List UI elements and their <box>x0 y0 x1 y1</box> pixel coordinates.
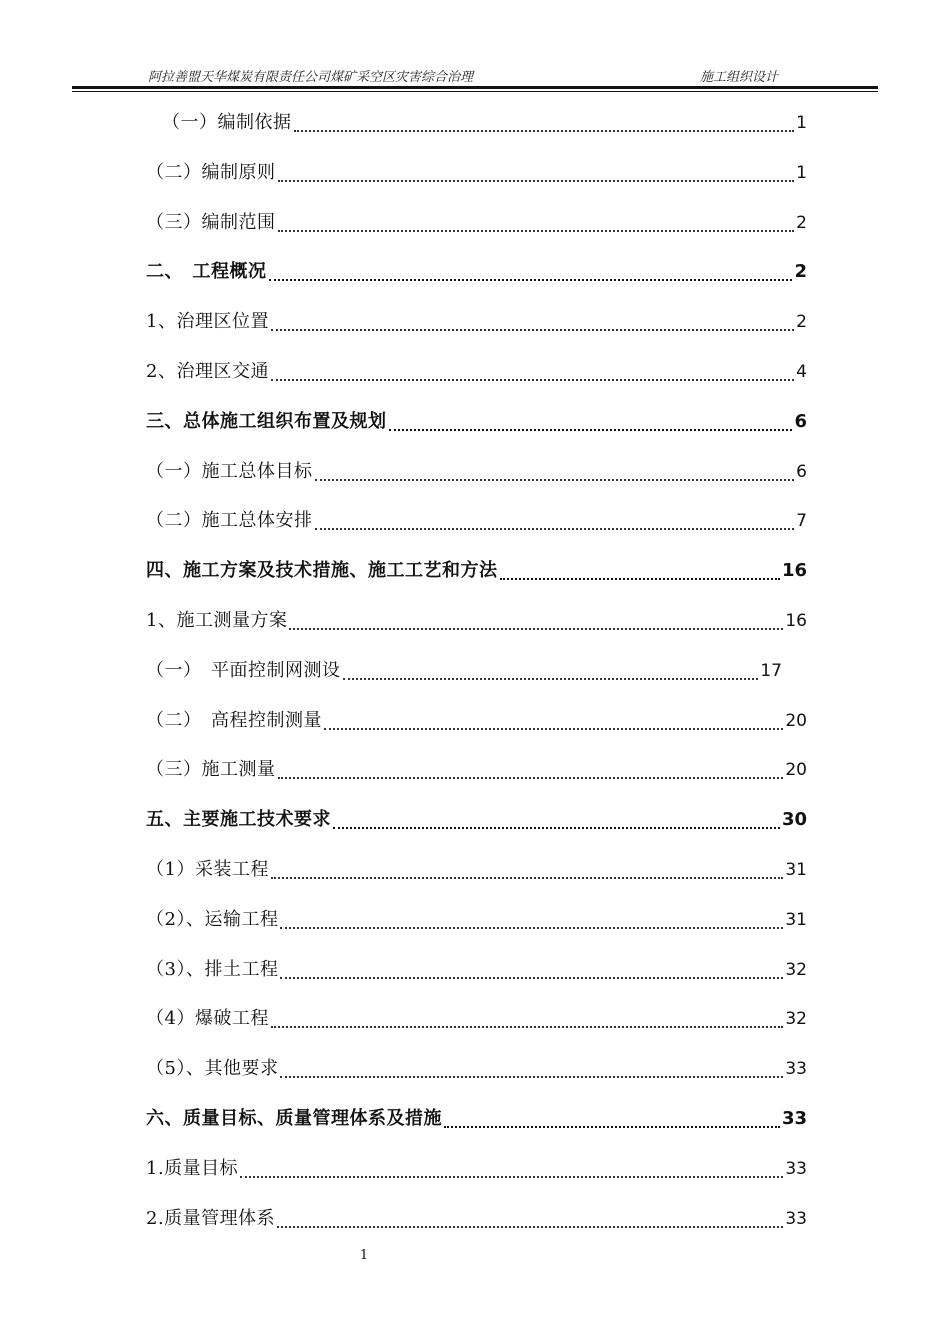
toc-entry[interactable] <box>146 954 807 982</box>
toc-entry-page: 2 <box>796 213 807 233</box>
toc-entry-label: 2、治理区交通 <box>146 361 269 382</box>
toc-entry-label: （5）、其他要求 <box>146 1058 279 1079</box>
toc-leader-dots <box>289 628 783 630</box>
toc-entry-label: （三）施工测量 <box>146 759 276 780</box>
toc-entry[interactable] <box>146 655 782 683</box>
page-number: 1 <box>359 1248 369 1263</box>
toc-leader-dots <box>278 230 795 232</box>
toc-entry[interactable] <box>146 1153 807 1181</box>
toc-entry-label: （4）爆破工程 <box>146 1008 269 1029</box>
toc-leader-dots <box>269 279 793 281</box>
toc-entry-label: （3）、排土工程 <box>146 959 279 980</box>
toc-leader-dots <box>280 977 783 979</box>
toc-entry-page: 31 <box>785 910 807 930</box>
toc-entry-label: 1、施工测量方案 <box>146 610 288 631</box>
toc-leader-dots <box>315 479 795 481</box>
toc-entry-page: 33 <box>785 1159 807 1179</box>
toc-entry-page: 1 <box>796 113 807 133</box>
toc-entry-label: 2.质量管理体系 <box>146 1208 276 1229</box>
toc-entry-label: （一）编制依据 <box>162 112 292 133</box>
toc-entry-label: （二）编制原则 <box>146 162 276 183</box>
toc-entry-page: 16 <box>781 560 807 581</box>
toc-entry-page: 6 <box>796 462 807 482</box>
toc-entry-page: 30 <box>781 809 807 830</box>
header-section-title: 施工组织设计 <box>700 70 779 85</box>
toc-entry-page: 2 <box>796 312 807 332</box>
toc-entry-page: 2 <box>794 261 807 282</box>
toc-entry-page: 33 <box>785 1059 807 1079</box>
toc-leader-dots <box>444 1126 780 1128</box>
toc-entry-label: （二） 高程控制测量 <box>146 710 322 731</box>
toc-entry-label: 四、施工方案及技术措施、施工工艺和方法 <box>146 560 498 581</box>
toc-entry-page: 32 <box>785 960 807 980</box>
toc-entry-page: 33 <box>785 1209 807 1229</box>
toc-entry-label: 六、质量目标、质量管理体系及措施 <box>146 1108 442 1129</box>
toc-leader-dots <box>277 1226 783 1228</box>
toc-entry-page: 6 <box>794 411 807 432</box>
toc-entry-label: 五、主要施工技术要求 <box>146 809 331 830</box>
toc-entry[interactable] <box>146 306 807 334</box>
toc-entry[interactable] <box>146 705 807 733</box>
toc-leader-dots <box>343 678 759 680</box>
toc-entry[interactable] <box>146 505 807 533</box>
toc-leader-dots <box>280 1076 783 1078</box>
toc-entry[interactable] <box>146 754 807 782</box>
toc-entry-label: 1.质量目标 <box>146 1158 239 1179</box>
toc-entry-page: 4 <box>796 362 807 382</box>
toc-leader-dots <box>271 877 783 879</box>
toc-entry-label: 二、 工程概况 <box>146 261 267 282</box>
toc-entry[interactable] <box>146 256 807 284</box>
toc-entry[interactable] <box>146 356 807 384</box>
toc-entry[interactable] <box>146 1103 807 1131</box>
toc-entry[interactable] <box>162 107 807 135</box>
toc-entry-page: 16 <box>785 611 807 631</box>
toc-entry[interactable] <box>146 157 807 185</box>
toc-entry-label: （一） 平面控制网测设 <box>146 660 341 681</box>
toc-leader-dots <box>271 379 794 381</box>
toc-entry[interactable] <box>146 804 807 832</box>
toc-entry[interactable] <box>146 605 807 633</box>
toc-entry-label: 1、治理区位置 <box>146 311 269 332</box>
toc-entry-page: 20 <box>785 760 807 780</box>
toc-leader-dots <box>271 329 794 331</box>
toc-leader-dots <box>333 827 780 829</box>
toc-entry[interactable] <box>146 1053 807 1081</box>
toc-leader-dots <box>278 180 795 182</box>
toc-leader-dots <box>240 1176 783 1178</box>
toc-leader-dots <box>324 728 783 730</box>
header-document-title: 阿拉善盟天华煤炭有限责任公司煤矿采空区灾害综合治理 <box>148 70 474 85</box>
toc-entry[interactable] <box>146 456 807 484</box>
toc-entry-label: （一）施工总体目标 <box>146 461 313 482</box>
toc-leader-dots <box>280 927 783 929</box>
toc-leader-dots <box>389 429 793 431</box>
toc-entry-page: 33 <box>781 1108 807 1129</box>
toc-entry-page: 7 <box>796 511 807 531</box>
toc-entry[interactable] <box>146 555 807 583</box>
toc-entry-label: （2）、运输工程 <box>146 909 279 930</box>
toc-entry[interactable] <box>146 854 807 882</box>
toc-entry[interactable] <box>146 1203 807 1231</box>
toc-entry-label: （三）编制范围 <box>146 212 276 233</box>
toc-entry[interactable] <box>146 904 807 932</box>
toc-entry-page: 20 <box>785 711 807 731</box>
toc-entry-label: 三、总体施工组织布置及规划 <box>146 411 387 432</box>
toc-leader-dots <box>278 777 784 779</box>
toc-leader-dots <box>315 528 795 530</box>
toc-entry[interactable] <box>146 1003 807 1031</box>
toc-entry-label: （二）施工总体安排 <box>146 510 313 531</box>
toc-entry-page: 32 <box>785 1009 807 1029</box>
toc-entry[interactable] <box>146 406 807 434</box>
toc-entry-label: （1）采装工程 <box>146 859 269 880</box>
toc-entry[interactable] <box>146 207 807 235</box>
toc-entry-page: 1 <box>796 163 807 183</box>
toc-leader-dots <box>294 130 795 132</box>
toc-entry-page: 17 <box>760 661 782 681</box>
toc-leader-dots <box>271 1026 783 1028</box>
toc-leader-dots <box>500 578 780 580</box>
toc-entry-page: 31 <box>785 860 807 880</box>
